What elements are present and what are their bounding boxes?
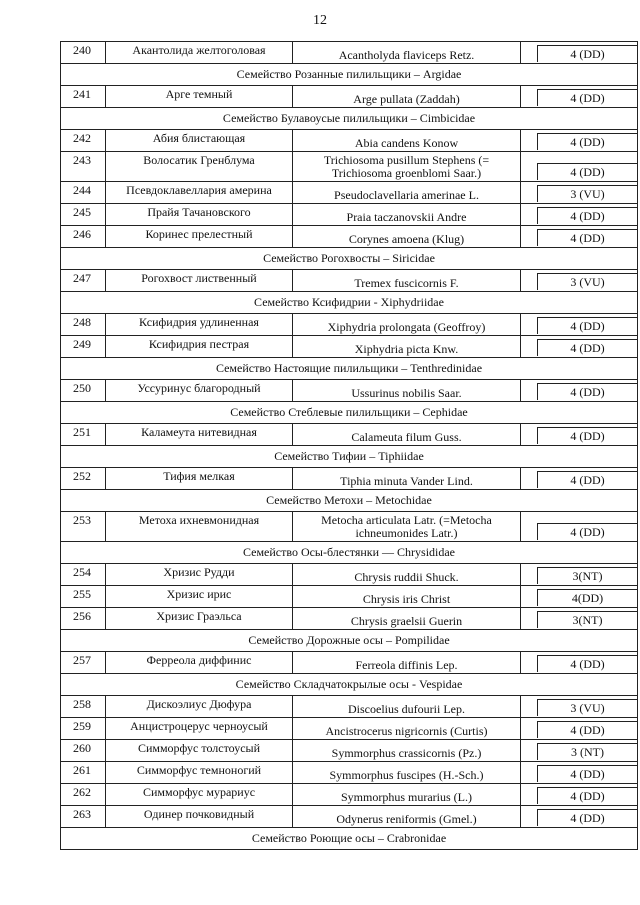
species-row <box>61 652 638 674</box>
species-row <box>61 226 638 248</box>
species-row <box>61 784 638 806</box>
family-name: Семейство Рогохвосты – Siricidae <box>61 248 638 270</box>
russian-name: Анцистроцерус черноусый <box>106 718 293 740</box>
species-row <box>61 608 638 630</box>
species-number: 253 <box>61 512 106 542</box>
russian-name: Метоха ихневмонидная <box>106 512 293 542</box>
category-cell <box>521 130 638 152</box>
family-name: Семейство Дорожные осы – Pompilidae <box>61 630 638 652</box>
category-cell <box>521 762 638 784</box>
rarity-category: 3 (VU) <box>537 699 637 716</box>
category-cell <box>521 512 638 542</box>
family-name: Семейство Складчатокрылые осы - Vespidae <box>61 674 638 696</box>
page-number: 12 <box>313 13 327 28</box>
latin-name: Symmorphus crassicornis (Pz.) <box>293 740 521 762</box>
russian-name: Абия блистающая <box>106 130 293 152</box>
category-cell <box>521 424 638 446</box>
table-body <box>61 42 638 850</box>
species-row <box>61 468 638 490</box>
species-number: 255 <box>61 586 106 608</box>
category-cell <box>521 468 638 490</box>
rarity-category: 4 (DD) <box>537 89 637 106</box>
family-header-row <box>61 446 638 468</box>
category-cell <box>521 270 638 292</box>
species-row <box>61 806 638 828</box>
species-number: 252 <box>61 468 106 490</box>
species-row <box>61 86 638 108</box>
rarity-category: 4 (DD) <box>537 809 637 826</box>
species-row <box>61 130 638 152</box>
species-number: 263 <box>61 806 106 828</box>
species-number: 256 <box>61 608 106 630</box>
red-book-species-table <box>60 41 638 850</box>
russian-name: Коринес прелестный <box>106 226 293 248</box>
rarity-category: 4 (DD) <box>537 523 637 540</box>
species-number: 247 <box>61 270 106 292</box>
category-cell <box>521 204 638 226</box>
family-header-row <box>61 108 638 130</box>
rarity-category: 4 (DD) <box>537 471 637 488</box>
rarity-category: 4 (DD) <box>537 45 637 62</box>
family-name: Семейство Розанные пилильщики – Argidae <box>61 64 638 86</box>
category-cell <box>521 784 638 806</box>
family-name: Семейство Настоящие пилильщики – Tenthredinidae <box>61 358 638 380</box>
species-row <box>61 696 638 718</box>
russian-name: Дискоэлиус Дюфура <box>106 696 293 718</box>
rarity-category: 4(DD) <box>537 589 637 606</box>
species-row <box>61 718 638 740</box>
russian-name: Ферреола диффинис <box>106 652 293 674</box>
latin-name: Acantholyda flaviceps Retz. <box>293 42 521 64</box>
category-cell <box>521 740 638 762</box>
species-number: 244 <box>61 182 106 204</box>
russian-name: Одинер почковидный <box>106 806 293 828</box>
species-row <box>61 152 638 182</box>
latin-name: Arge pullata (Zaddah) <box>293 86 521 108</box>
species-number: 245 <box>61 204 106 226</box>
species-row <box>61 182 638 204</box>
family-header-row <box>61 674 638 696</box>
family-name: Семейство Роющие осы – Crabronidae <box>61 828 638 850</box>
latin-name: Ferreola diffinis Lep. <box>293 652 521 674</box>
category-cell <box>521 86 638 108</box>
family-header-row <box>61 490 638 512</box>
family-name: Семейство Стеблевые пилильщики – Cephidae <box>61 402 638 424</box>
russian-name: Акантолида желтоголовая <box>106 42 293 64</box>
species-number: 241 <box>61 86 106 108</box>
latin-name: Tremex fuscicornis F. <box>293 270 521 292</box>
species-number: 254 <box>61 564 106 586</box>
species-number: 261 <box>61 762 106 784</box>
rarity-category: 4 (DD) <box>537 721 637 738</box>
rarity-category: 4 (DD) <box>537 317 637 334</box>
category-cell <box>521 380 638 402</box>
species-row <box>61 270 638 292</box>
family-name: Семейство Тифии – Tiphiidae <box>61 446 638 468</box>
species-number: 243 <box>61 152 106 182</box>
latin-name: Chrysis iris Christ <box>293 586 521 608</box>
russian-name: Ксифидрия пестрая <box>106 336 293 358</box>
russian-name: Арге темный <box>106 86 293 108</box>
russian-name: Ксифидрия удлиненная <box>106 314 293 336</box>
russian-name: Симморфус мурариус <box>106 784 293 806</box>
russian-name: Прайя Тачановского <box>106 204 293 226</box>
rarity-category: 3(NT) <box>537 611 637 628</box>
species-row <box>61 512 638 542</box>
family-header-row <box>61 358 638 380</box>
latin-name: Xiphydria prolongata (Geoffroy) <box>293 314 521 336</box>
category-cell <box>521 226 638 248</box>
species-row <box>61 762 638 784</box>
species-number: 242 <box>61 130 106 152</box>
latin-name: Ussurinus nobilis Saar. <box>293 380 521 402</box>
category-cell <box>521 586 638 608</box>
family-name: Семейство Осы-блестянки — Chrysididae <box>61 542 638 564</box>
species-number: 250 <box>61 380 106 402</box>
category-cell <box>521 182 638 204</box>
rarity-category: 4 (DD) <box>537 655 637 672</box>
russian-name: Хризис ирис <box>106 586 293 608</box>
latin-name: Pseudoclavellaria amerinae L. <box>293 182 521 204</box>
family-name: Семейство Булавоусые пилильщики – Cimbicidae <box>61 108 638 130</box>
family-header-row <box>61 828 638 850</box>
russian-name: Каламеута нитевидная <box>106 424 293 446</box>
russian-name: Хризис Граэльса <box>106 608 293 630</box>
species-row <box>61 424 638 446</box>
family-header-row <box>61 248 638 270</box>
family-name: Семейство Метохи – Metochidae <box>61 490 638 512</box>
latin-name: Corynes amoena (Klug) <box>293 226 521 248</box>
species-row <box>61 336 638 358</box>
russian-name: Хризис Рудди <box>106 564 293 586</box>
category-cell <box>521 718 638 740</box>
russian-name: Симморфус толстоусый <box>106 740 293 762</box>
species-number: 246 <box>61 226 106 248</box>
family-header-row <box>61 402 638 424</box>
category-cell <box>521 696 638 718</box>
latin-name: Odynerus reniformis (Gmel.) <box>293 806 521 828</box>
rarity-category: 3 (NT) <box>537 743 637 760</box>
rarity-category: 3 (VU) <box>537 273 637 290</box>
category-cell <box>521 336 638 358</box>
russian-name: Волосатик Гренблума <box>106 152 293 182</box>
species-number: 249 <box>61 336 106 358</box>
species-number: 259 <box>61 718 106 740</box>
family-header-row <box>61 542 638 564</box>
category-cell <box>521 652 638 674</box>
rarity-category: 3(NT) <box>537 567 637 584</box>
rarity-category: 4 (DD) <box>537 383 637 400</box>
latin-name: Xiphydria picta Knw. <box>293 336 521 358</box>
latin-name: Discoelius dufourii Lep. <box>293 696 521 718</box>
rarity-category: 3 (VU) <box>537 185 637 202</box>
category-cell <box>521 806 638 828</box>
russian-name: Псевдоклавеллария америна <box>106 182 293 204</box>
russian-name: Симморфус темноногий <box>106 762 293 784</box>
rarity-category: 4 (DD) <box>537 765 637 782</box>
latin-name: Calameuta filum Guss. <box>293 424 521 446</box>
species-number: 262 <box>61 784 106 806</box>
category-cell <box>521 564 638 586</box>
category-cell <box>521 42 638 64</box>
species-number: 240 <box>61 42 106 64</box>
latin-name: Symmorphus murarius (L.) <box>293 784 521 806</box>
rarity-category: 4 (DD) <box>537 163 637 180</box>
species-number: 251 <box>61 424 106 446</box>
russian-name: Уссуринус благородный <box>106 380 293 402</box>
species-row <box>61 740 638 762</box>
species-number: 260 <box>61 740 106 762</box>
latin-name: Trichiosoma pusillum Stephens (= Trichiosoma groenblomi Saar.) <box>293 152 521 182</box>
category-cell <box>521 152 638 182</box>
species-row <box>61 380 638 402</box>
rarity-category: 4 (DD) <box>537 207 637 224</box>
species-number: 258 <box>61 696 106 718</box>
latin-name: Chrysis ruddii Shuck. <box>293 564 521 586</box>
latin-name: Tiphia minuta Vander Lind. <box>293 468 521 490</box>
latin-name: Metocha articulata Latr. (=Metocha ichneumonides Latr.) <box>293 512 521 542</box>
species-row <box>61 204 638 226</box>
species-number: 257 <box>61 652 106 674</box>
family-header-row <box>61 630 638 652</box>
latin-name: Symmorphus fuscipes (H.-Sch.) <box>293 762 521 784</box>
rarity-category: 4 (DD) <box>537 339 637 356</box>
latin-name: Praia taczanovskii Andre <box>293 204 521 226</box>
species-row <box>61 42 638 64</box>
rarity-category: 4 (DD) <box>537 229 637 246</box>
russian-name: Тифия мелкая <box>106 468 293 490</box>
latin-name: Chrysis graelsii Guerin <box>293 608 521 630</box>
species-number: 248 <box>61 314 106 336</box>
species-row <box>61 586 638 608</box>
species-row <box>61 564 638 586</box>
russian-name: Рогохвост лиственный <box>106 270 293 292</box>
species-row <box>61 314 638 336</box>
family-header-row <box>61 292 638 314</box>
latin-name: Ancistrocerus nigricornis (Curtis) <box>293 718 521 740</box>
latin-name: Abia candens Konow <box>293 130 521 152</box>
rarity-category: 4 (DD) <box>537 133 637 150</box>
family-name: Семейство Ксифидрии - Xiphydriidae <box>61 292 638 314</box>
rarity-category: 4 (DD) <box>537 427 637 444</box>
family-header-row <box>61 64 638 86</box>
category-cell <box>521 314 638 336</box>
category-cell <box>521 608 638 630</box>
rarity-category: 4 (DD) <box>537 787 637 804</box>
